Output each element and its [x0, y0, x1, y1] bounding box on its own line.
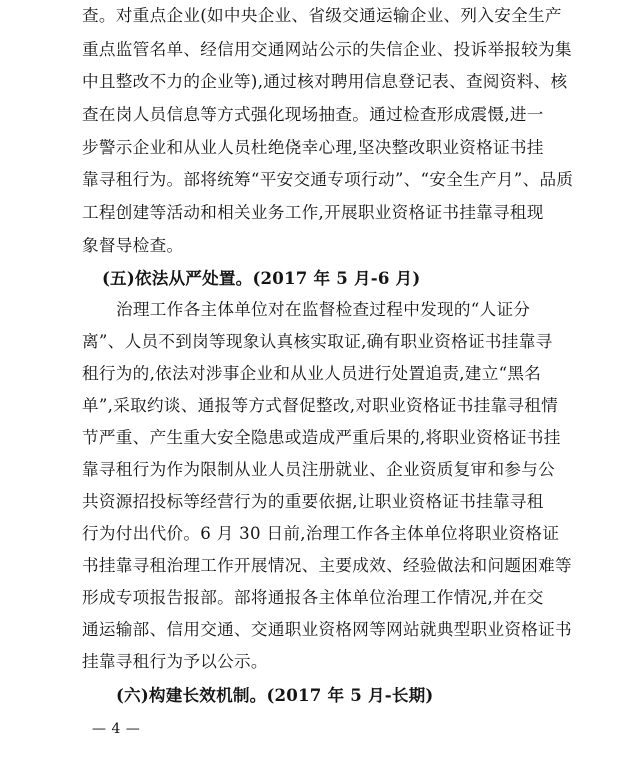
paragraph-line: 靠寻租行为。部将统筹“平安交通专项行动”、“安全生产月”、品质 — [82, 170, 574, 189]
paragraph-line: 行为付出代价。6 月 30 日前,治理工作各主体单位将职业资格证 — [82, 524, 560, 543]
paragraph-line: 靠寻租行为作为限制从业人员注册就业、企业资质复审和参与公 — [82, 460, 556, 479]
paragraph-line: 挂靠寻租行为予以公示。 — [82, 652, 268, 671]
section-heading-6: (六)构建长效机制。(2017 年 5 月-长期) — [116, 685, 434, 705]
paragraph-line: 查。对重点企业(如中央企业、省级交通运输企业、列入安全生产 — [82, 6, 562, 25]
paragraph-line: 治理工作各主体单位对在监督检查过程中发现的“人证分 — [116, 300, 531, 319]
page-number: — 4 — — [92, 721, 141, 737]
paragraph-line: 中且整改不力的企业等),通过核对聘用信息登记表、查阅资料、核 — [82, 72, 568, 91]
paragraph-line: 书挂靠寻租治理工作开展情况、主要成效、经验做法和问题困难等 — [82, 556, 572, 575]
section-heading-5: (五)依法从严处置。(2017 年 5 月-6 月) — [102, 268, 421, 288]
paragraph-line: 步警示企业和从业人员杜绝侥幸心理,坚决整改职业资格证书挂 — [82, 138, 544, 157]
paragraph-line: 工程创建等活动和相关业务工作,开展职业资格证书挂靠寻租现 — [82, 203, 544, 222]
paragraph-line: 象督导检查。 — [82, 236, 184, 255]
paragraph-line: 租行为的,依法对涉事企业和从业人员进行处置追责,建立“黑名 — [82, 364, 542, 383]
paragraph-line: 共资源招投标等经营行为的重要依据,让职业资格证书挂靠寻租 — [82, 492, 544, 511]
paragraph-line: 查在岗人员信息等方式强化现场抽查。通过检查形成震慑,进一 — [82, 105, 544, 124]
paragraph-line: 节严重、产生重大安全隐患或造成严重后果的,将职业资格证书挂 — [82, 428, 561, 447]
paragraph-line: 单”,采取约谈、通报等方式督促整改,对职业资格证书挂靠寻租情 — [82, 396, 559, 415]
paragraph-line: 形成专项报告报部。部将通报各主体单位治理工作情况,并在交 — [82, 588, 544, 607]
paragraph-line: 重点监管名单、经信用交通网站公示的失信企业、投诉举报较为集 — [82, 40, 572, 59]
paragraph-line: 通运输部、信用交通、交通职业资格网等网站就典型职业资格证书 — [82, 620, 572, 639]
paragraph-line: 离”、人员不到岗等现象认真核实取证,确有职业资格证书挂靠寻 — [82, 332, 553, 351]
